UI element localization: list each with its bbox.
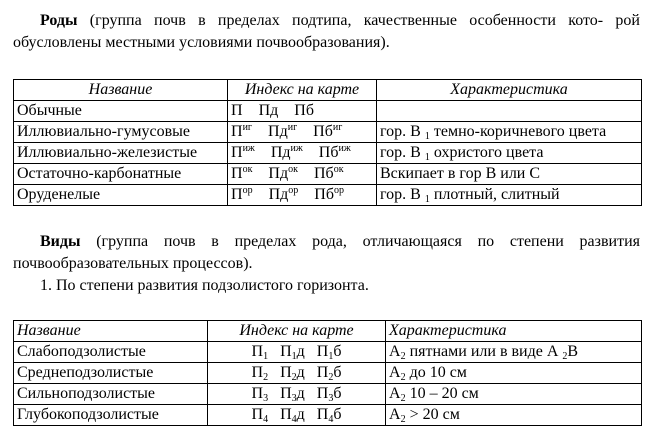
index-code	[313, 123, 342, 140]
index-code	[259, 102, 279, 119]
char-text: > 20 см	[405, 406, 460, 423]
cell-index	[208, 342, 386, 363]
header-index: Индекс на карте	[208, 321, 386, 342]
section-rody-paragraph	[13, 10, 640, 54]
char-text: до 10 см	[405, 364, 467, 381]
index-superscript: ор	[242, 185, 253, 196]
table-row	[14, 185, 642, 206]
char-text: гор. В	[380, 144, 425, 161]
char-text-rest: охристого цвета	[429, 144, 544, 161]
index-base: Пд	[268, 186, 289, 203]
cell-index	[208, 363, 386, 384]
index-base: П	[316, 385, 329, 402]
section-vidy-paragraph	[13, 231, 640, 275]
index-subscript: 4	[291, 414, 297, 425]
index-superscript: иж	[290, 143, 303, 154]
table-row	[14, 363, 642, 384]
cell-index	[228, 143, 377, 164]
index-base: Пд	[268, 123, 288, 140]
index-code	[280, 406, 305, 423]
index-code	[268, 165, 298, 182]
cell-index	[228, 101, 377, 122]
index-code	[294, 102, 314, 119]
cell-characteristic	[377, 122, 642, 143]
index-base: Пд	[258, 102, 279, 119]
index-code	[269, 186, 299, 203]
index-code	[280, 364, 305, 381]
index-code	[252, 385, 269, 402]
table-rody	[13, 79, 642, 206]
index-subscript: 4	[328, 414, 334, 425]
table-row	[14, 143, 642, 164]
index-base: П	[316, 406, 329, 423]
index-subscript: 1	[263, 351, 269, 362]
char-horizon: А	[389, 364, 401, 381]
cell-characteristic	[377, 185, 642, 206]
index-code	[252, 364, 269, 381]
index-base: П	[280, 406, 292, 423]
index-code	[271, 144, 303, 161]
index-code	[314, 165, 344, 182]
term-rody: Роды	[40, 12, 78, 29]
index-code	[319, 144, 351, 161]
cell-index	[208, 405, 386, 426]
index-base: П	[280, 385, 292, 402]
cell-index	[228, 122, 377, 143]
index-base: П	[231, 123, 243, 140]
char-horizon: А	[389, 385, 401, 402]
index-code	[317, 406, 342, 423]
term-vidy: Виды	[40, 233, 81, 250]
index-code	[280, 343, 305, 360]
index-base: П	[251, 343, 264, 360]
vidy-definition: (группа почв в пределах рода, отличающаяся по степени развития почвообразовательных процессов).	[13, 233, 640, 272]
index-code	[231, 165, 252, 182]
index-suffix: б	[333, 406, 342, 423]
index-base: Пд	[268, 165, 289, 182]
char-text: Вскипает в гор В или С	[380, 165, 541, 182]
index-code	[317, 385, 342, 402]
char-subscript: 2	[400, 351, 406, 362]
index-superscript: иж	[242, 143, 255, 154]
index-base: Пб	[294, 102, 314, 119]
index-code	[231, 186, 253, 203]
header-name: Название	[14, 80, 228, 101]
char-subscript: 2	[400, 393, 406, 404]
index-superscript: ок	[242, 164, 253, 175]
cell-characteristic	[386, 363, 642, 384]
index-base: П	[316, 343, 329, 360]
cell-name: Слабоподзолистые	[14, 342, 208, 363]
char-subscript: 1	[424, 131, 430, 142]
table-row	[14, 101, 642, 122]
index-superscript: ок	[333, 164, 344, 175]
index-code	[231, 102, 243, 119]
index-base: П	[316, 364, 329, 381]
index-base: Пб	[314, 186, 334, 203]
cell-name: Среднеподзолистые	[14, 363, 208, 384]
index-base: П	[251, 406, 264, 423]
table-vidy	[13, 320, 642, 426]
index-code	[314, 186, 344, 203]
index-base: П	[231, 102, 243, 119]
index-subscript: 3	[328, 393, 334, 404]
index-subscript: 3	[263, 393, 269, 404]
table-row	[14, 122, 642, 143]
char-subscript: 2	[400, 372, 406, 383]
index-subscript: 1	[291, 351, 297, 362]
index-base: П	[251, 385, 264, 402]
char-text: 10 – 20 см	[405, 385, 479, 402]
index-superscript: иж	[338, 143, 351, 154]
index-base: П	[280, 364, 292, 381]
index-base: Пб	[313, 165, 334, 182]
index-superscript: ор	[333, 185, 344, 196]
index-base: П	[280, 343, 292, 360]
rody-definition: (группа почв в пределах подтипа, качественные особенности кото- рой обусловлены местными условиями почвообразования).	[13, 12, 640, 51]
index-suffix: д	[296, 385, 305, 402]
char-subscript: 1	[424, 152, 430, 163]
char-text: гор. В	[380, 186, 425, 203]
index-superscript: ок	[288, 164, 298, 175]
cell-index	[208, 384, 386, 405]
index-suffix: д	[296, 343, 305, 360]
cell-name: Оруденелые	[14, 185, 228, 206]
cell-index	[228, 164, 377, 185]
index-subscript: 1	[328, 351, 334, 362]
index-subscript: 4	[263, 414, 269, 425]
cell-name: Остаточно-карбонатные	[14, 164, 228, 185]
char-subscript: 1	[424, 194, 430, 205]
index-code	[252, 406, 269, 423]
cell-name: Обычные	[14, 101, 228, 122]
char-text-rest: плотный, слитный	[429, 186, 560, 203]
table-row	[14, 164, 642, 185]
index-subscript: 2	[328, 372, 334, 383]
index-superscript: ор	[288, 185, 299, 196]
table-header-row	[14, 321, 642, 342]
cell-characteristic	[386, 342, 642, 363]
list-item: 1. По степени развития подзолистого горизонта.	[40, 277, 369, 294]
cell-characteristic	[386, 384, 642, 405]
header-characteristic: Характеристика	[386, 321, 642, 342]
index-suffix: б	[333, 385, 342, 402]
cell-index	[228, 185, 377, 206]
index-suffix: б	[333, 364, 342, 381]
cell-name: Иллювиально-гумусовые	[14, 122, 228, 143]
index-suffix: б	[333, 343, 342, 360]
table-row	[14, 405, 642, 426]
index-code	[268, 123, 297, 140]
cell-name: Глубокоподзолистые	[14, 405, 208, 426]
cell-name: Сильноподзолистые	[14, 384, 208, 405]
index-superscript: иг	[332, 122, 343, 133]
index-base: П	[251, 364, 264, 381]
index-code	[252, 343, 269, 360]
header-name: Название	[14, 321, 208, 342]
index-base: Пд	[270, 144, 291, 161]
index-base: П	[231, 144, 243, 161]
index-base: П	[231, 186, 243, 203]
char-subscript: 2	[400, 414, 406, 425]
index-subscript: 2	[263, 372, 269, 383]
char-text: гор. В	[380, 123, 425, 140]
index-base: Пб	[318, 144, 339, 161]
index-base: П	[231, 165, 243, 182]
index-subscript: 2	[291, 372, 297, 383]
header-index: Индекс на карте	[228, 80, 377, 101]
index-subscript: 3	[291, 393, 297, 404]
cell-characteristic	[377, 164, 642, 185]
table-header-row	[14, 80, 642, 101]
index-superscript: иг	[287, 122, 298, 133]
index-code	[317, 364, 342, 381]
table-row	[14, 384, 642, 405]
index-suffix: д	[296, 364, 305, 381]
char-text-end: В	[567, 343, 579, 360]
header-characteristic: Характеристика	[377, 80, 642, 101]
table-row	[14, 342, 642, 363]
char-subscript-2: 2	[562, 351, 568, 362]
index-base: Пб	[313, 123, 333, 140]
index-code	[280, 385, 305, 402]
cell-characteristic	[377, 143, 642, 164]
char-text: пятнами или в виде А	[405, 343, 563, 360]
cell-characteristic	[386, 405, 642, 426]
index-suffix: д	[296, 406, 305, 423]
index-superscript: иг	[242, 122, 253, 133]
index-code	[231, 144, 255, 161]
index-code	[317, 343, 342, 360]
char-horizon: А	[389, 406, 401, 423]
cell-characteristic	[377, 101, 642, 122]
index-code	[231, 123, 252, 140]
char-text-rest: темно-коричневого цвета	[429, 123, 607, 140]
cell-name: Иллювиально-железистые	[14, 143, 228, 164]
char-horizon: А	[389, 343, 401, 360]
